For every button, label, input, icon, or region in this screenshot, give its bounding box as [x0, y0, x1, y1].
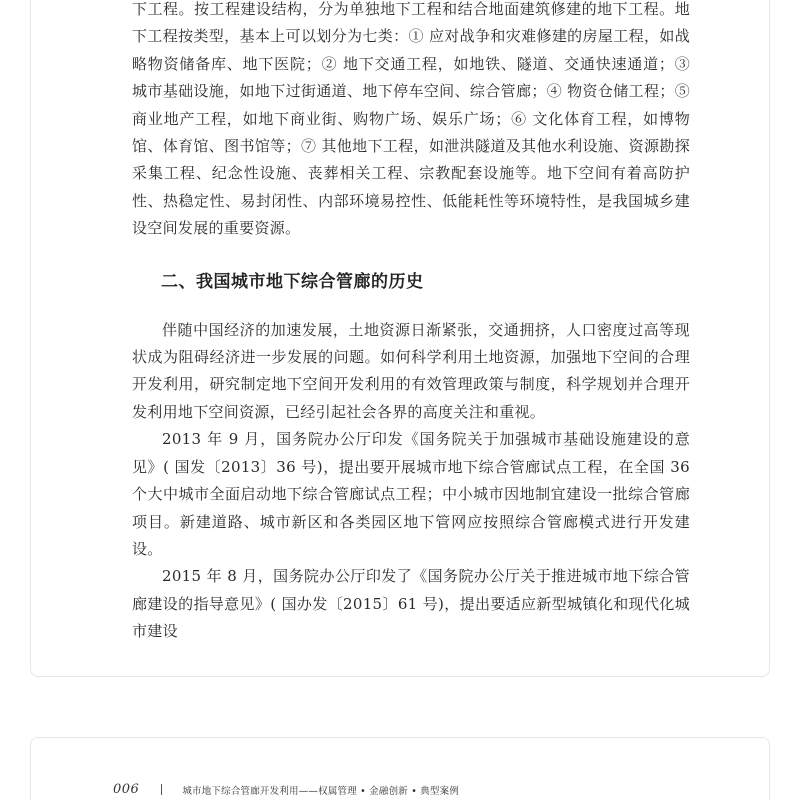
page-footer — [113, 782, 459, 797]
paragraph-underground-categories: 下工程。按工程建设结构，分为单独地下工程和结合地面建筑修建的地下工程。地下工程按类型，基本上可以划分为七类：① 应对战争和灾难修建的房屋工程，如战略物资储备库、地下医院；② 地下交通工程，如地铁、隧道、交通快速通道；③ 城市基础设施，如地下过街通道、地下停车空间、综合管廊；④ 物资仓储工程；⑤ 商业地产工程，如地下商业街、购物广场、娱乐广场；⑥ 文化体育工程，如博物馆、体育馆、图书馆等；⑦ 其他地下工程，如泄洪隧道及其他水利设施、资源勘探采集工程、纪念性设施、丧葬相关工程、宗教配套设施等。地下空间有着高防护性、热稳定性、易封闭性、内部环境易控性、低能耗性等环境特性，是我国城乡建设空间发展的重要资源。 — [132, 0, 690, 238]
paragraph-2013-policy: 2013 年 9 月，国务院办公厅印发《国务院关于加强城市基础设施建设的意见》( 国发〔2013〕36 号)，提出要开展城市地下综合管廊试点工程，在全国 36 个大中城市全面启动地下综合管廊试点工程；中小城市因地制宜建设一批综合管廊项目。新建道路、城市新区和各类园区地下管网应按照综合管廊模式进行开发建设。 — [132, 430, 690, 558]
section-heading: 二、我国城市地下综合管廊的历史 — [161, 271, 424, 292]
paragraph-2015-policy: 2015 年 8 月，国务院办公厅印发了《国务院办公厅关于推进城市地下综合管廊建设的指导意见》( 国办发〔2015〕61 号)，提出要适应新型城镇化和现代化城市建设 — [132, 567, 690, 641]
page-body — [132, 0, 690, 646]
paragraph-development-pressure: 伴随中国经济的加速发展，土地资源日渐紧张，交通拥挤，人口密度过高等现状成为阻碍经济进一步发展的问题。如何科学利用土地资源，加强地下空间的合理开发利用，研究制定地下空间开发利用的有效管理政策与制度，科学规划并合理开发利用地下空间资源，已经引起社会各界的高度关注和重视。 — [132, 320, 690, 421]
footer-divider — [161, 784, 162, 795]
running-title: 城市地下综合管廊开发利用——权属管理 • 金融创新 • 典型案例 — [182, 785, 460, 797]
page-number: 006 — [113, 782, 140, 797]
next-page — [30, 737, 770, 800]
document-page — [30, 0, 770, 677]
